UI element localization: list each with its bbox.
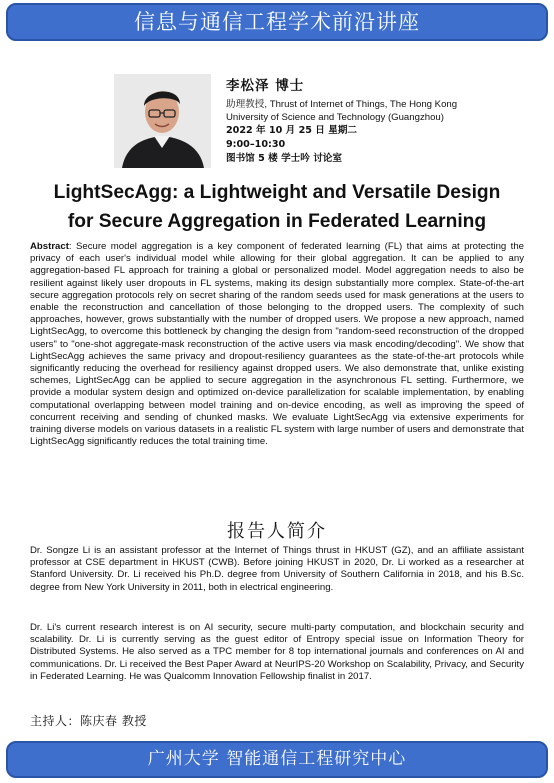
speaker-affiliation: University of Science and Technology (Guangzhou) xyxy=(226,112,444,123)
talk-title-line1: LightSecAgg: a Lightweight and Versatile Design xyxy=(53,182,501,203)
talk-location: 图书馆 5 楼 学士吟 讨论室 xyxy=(226,153,342,164)
talk-title-line2: for Secure Aggregation in Federated Learning xyxy=(67,211,487,232)
bio-heading: 报告人简介 xyxy=(227,521,327,542)
speaker-name: 李松泽 博士 xyxy=(226,78,305,94)
abstract-text: : Secure model aggregation is a key component of federated learning (FL) that aims at protecting the privacy of each user's individual model while allowing for their global aggregation. It can be applied to any aggregation-based FL approach for training a global or personalized model. Model aggregation needs to also be resilient against likely user dropouts in FL systems, making its design substantially more complex. State-of-the-art secure aggregation protocols rely on secret sharing of the random seeds used for mask generations at the users to enable the reconstruction and cancellation of those belonging to the dropped users. The complexity of such approaches, however, grows substantially with the number of dropped users. We propose a new approach, named LightSecAgg, to overcome this bottleneck by changing the design from "random-seed reconstruction of the dropped users" to "one-shot aggregate-mask reconstruction of the active users via mask encoding/decoding". We show that LightSecAgg achieves the same privacy and dropout-resiliency guarantees as the state-of-the-art protocols while significantly reducing the overhead for resiliency against dropped users. We also demonstrate that, unlike existing schemes, LightSecAgg can be applied to secure aggregation in the asynchronous FL setting. Furthermore, we provide a modular system design and optimized on-device parallelization for scalable implementation, by enabling computational overlapping between model training and on-device encoding, as well as improving the speed of concurrent receiving and sending of chunked masks. We evaluate LightSecAgg via extensive experiments for training diverse models on various datasets in a realistic FL system with large number of users and demonstrate that LightSecAgg significantly reduces the total training time. xyxy=(30,241,524,448)
speaker-info xyxy=(226,74,516,166)
header-banner xyxy=(6,3,548,41)
talk-title xyxy=(0,178,554,236)
speaker-photo xyxy=(114,74,211,168)
footer-banner xyxy=(6,741,548,778)
bio-paragraph-2: Dr. Li's current research interest is on AI security, secure multi-party computation, and blockchain security and scalability. Dr. Li is currently serving as the guest editor of Entropy special issue on Information Theory for Distributed Systems. He also served as a TPC member for 8 top international journals and conferences on AI and communications. Dr. Li received the Best Paper Award at NeurIPS-20 Workshop on Scalability, Privacy, and Security in Federated Learning. He was Qualcomm Innovation Fellowship finalist in 2017. xyxy=(30,622,524,682)
organizer-name: 广州大学 智能通信工程研究中心 xyxy=(147,749,407,769)
abstract-paragraph xyxy=(30,241,524,448)
talk-date: 2022 年 10 月 25 日 星期二 xyxy=(226,125,358,136)
host-line: 主持人：陈庆春 教授 xyxy=(30,714,147,728)
talk-time: 9:00–10:30 xyxy=(226,139,286,150)
lecture-series-title: 信息与通信工程学术前沿讲座 xyxy=(134,10,420,34)
bio-paragraph-1: Dr. Songze Li is an assistant professor at the Internet of Things thrust in HKUST (GZ), and an affiliate assistant professor at CSE department in HKUST (CWB). Before joining HKUST in 2020, Dr. Li worked as a researcher at Stanford University. Dr. Li received his Ph.D. degree from University of Southern California in 2018, and his B.Sc. degree from New York University in 2011, both in electrical engineering. xyxy=(30,545,524,593)
speaker-portrait-image xyxy=(114,74,211,168)
speaker-position: 助理教授, Thrust of Internet of Things, The Hong Kong xyxy=(226,99,458,110)
abstract-label: Abstract xyxy=(30,241,69,252)
